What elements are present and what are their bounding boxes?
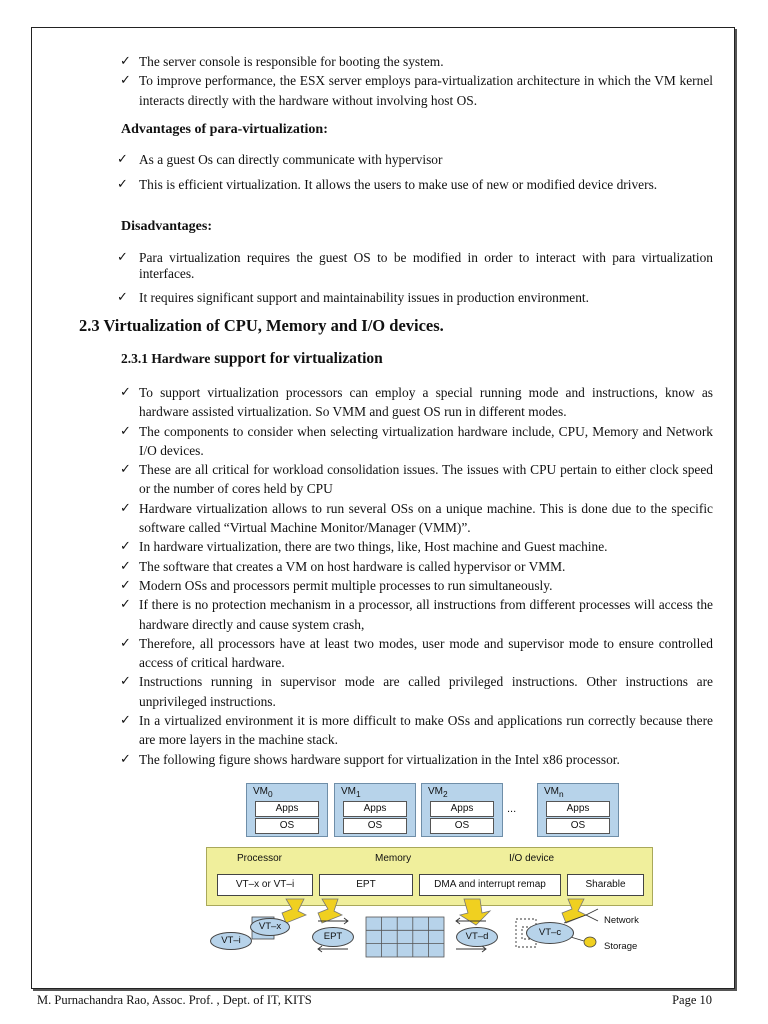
list-item: ✓ As a guest Os can directly communicate with hypervisor	[117, 152, 443, 167]
list-item: ✓ The server console is responsible for booting the system.	[139, 52, 713, 71]
section-title: 2.3 Virtualization of CPU, Memory and I/O devices.	[79, 316, 444, 335]
vm-box: $VM_1$ Apps OS	[334, 783, 416, 837]
vm-apps: Apps	[343, 801, 407, 817]
vm-os: OS	[343, 818, 407, 834]
check-icon: ✓	[120, 635, 131, 651]
check-icon: ✓	[117, 290, 128, 305]
vm-apps: Apps	[430, 801, 494, 817]
check-icon: ✓	[120, 558, 131, 574]
list-item: ✓ To support virtualization processors can employ a special running mode and instructions, know as hardware assisted virtualization. So VMM and guest OS run in different modes.	[120, 385, 713, 420]
list-item: ✓ The following figure shows hardware support for virtualization in the Intel x86 processor.	[139, 750, 713, 769]
disadvantages-list	[117, 250, 713, 306]
subsection-title	[121, 350, 383, 368]
check-icon: ✓	[117, 152, 128, 167]
check-icon: ✓	[120, 577, 131, 593]
list-item: ✓ Therefore, all processors have at least two modes, user mode and supervisor mode to ensure controlled access of critical hardware.	[120, 635, 713, 671]
storage-icon	[584, 937, 596, 947]
band-header: Memory	[375, 853, 412, 864]
check-icon: ✓	[120, 751, 131, 767]
check-icon: ✓	[120, 674, 131, 690]
band-box: DMA and interrupt remap	[419, 874, 561, 896]
band-header: I/O device	[509, 853, 555, 864]
virtualization-hardware-figure	[206, 779, 651, 961]
footer-author: M. Purnachandra Rao, Assoc. Prof. , Dept. of IT, KITS	[37, 993, 312, 1007]
yellow-arrow	[282, 899, 306, 923]
vt-c-label: VT–c	[526, 922, 574, 944]
subsection-text: support for virtualization	[214, 350, 383, 367]
list-item: ✓ To improve performance, the ESX server employs para-virtualization architecture in which the VM kernel interacts directly with the hardware without involving host OS.	[120, 73, 713, 108]
vm-os: OS	[546, 818, 610, 834]
band-box: Sharable	[567, 874, 644, 896]
advantages-list	[117, 152, 713, 193]
check-icon: ✓	[120, 539, 131, 555]
check-icon: ✓	[120, 500, 131, 516]
ept-label: EPT	[312, 927, 354, 947]
vm-apps: Apps	[255, 801, 319, 817]
vm-apps: Apps	[546, 801, 610, 817]
network-label: Network	[604, 915, 639, 926]
vm-box: $VM_2$ Apps OS	[421, 783, 503, 837]
check-icon: ✓	[120, 73, 131, 89]
list-item: ✓ The components to consider when selecting virtualization hardware include, CPU, Memory and Network I/O devices.	[120, 423, 713, 458]
vt-i-label: VT–i	[210, 932, 252, 950]
storage-label: Storage	[604, 941, 638, 952]
page-footer	[37, 993, 712, 1008]
list-item: ✓ This is efficient virtualization. It allows the users to make use of new or modified device drivers.	[117, 177, 658, 192]
list-item: ✓ In hardware virtualization, there are two things, like, Host machine and Guest machine.	[139, 537, 713, 556]
list-item: ✓ Para virtualization requires the guest OS to be modified in order to interact with para virtualization interfaces.	[117, 250, 713, 281]
list-item: ✓ If there is no protection mechanism in a processor, all instructions from different processes will access the hardware directly and cause system crash,	[120, 597, 713, 632]
vm-box: $VM_0$ Apps OS	[246, 783, 328, 837]
subsection-number: 2.3.1 Hardware	[121, 351, 211, 366]
hardware-bullet-list	[120, 383, 713, 769]
band-box: EPT	[319, 874, 413, 896]
check-icon: ✓	[120, 597, 131, 613]
yellow-arrow	[318, 899, 342, 923]
check-icon: ✓	[120, 462, 131, 478]
list-item: ✓ The software that creates a VM on host hardware is called hypervisor or VMM.	[139, 557, 713, 576]
band-box: VT–x or VT–i	[217, 874, 313, 896]
page-number: Page 10	[672, 993, 712, 1007]
check-icon: ✓	[120, 423, 131, 439]
check-icon: ✓	[120, 54, 131, 69]
advantages-heading: Advantages of para-virtualization:	[121, 122, 328, 137]
list-item: ✓ These are all critical for workload consolidation issues. The issues with CPU pertain to either clock speed or the number of cores held by CPU	[120, 462, 713, 497]
check-icon: ✓	[117, 177, 128, 192]
memory-grid	[366, 917, 444, 957]
list-item: ✓ In a virtualized environment it is more difficult to make OSs and applications run correctly because there are more layers in the machine stack.	[120, 713, 713, 748]
disadvantages-heading: Disadvantages:	[121, 219, 213, 234]
vt-x-label: VT–x	[250, 918, 290, 936]
list-item: ✓ Instructions running in supervisor mode are called privileged instructions. Other instructions are unprivileged instructions.	[120, 674, 713, 709]
list-item: ✓ Hardware virtualization allows to run several OSs on a unique machine. This is done due to the specific software called “Virtual Machine Monitor/Manager (VMM)”.	[120, 500, 713, 536]
vm-os: OS	[255, 818, 319, 834]
vm-os: OS	[430, 818, 494, 834]
vt-d-label: VT–d	[456, 927, 498, 947]
check-icon: ✓	[117, 250, 128, 265]
vm-box: $VM_n$ Apps OS	[537, 783, 619, 837]
band-header: Processor	[237, 853, 283, 864]
check-icon: ✓	[120, 713, 131, 729]
vm-ellipsis: ...	[507, 803, 517, 815]
list-item: ✓ Modern OSs and processors permit multiple processes to run simultaneously.	[139, 576, 713, 595]
list-item: ✓ It requires significant support and maintainability issues in production environment.	[117, 290, 589, 305]
intro-bullet-list	[120, 52, 713, 110]
check-icon: ✓	[120, 385, 131, 400]
